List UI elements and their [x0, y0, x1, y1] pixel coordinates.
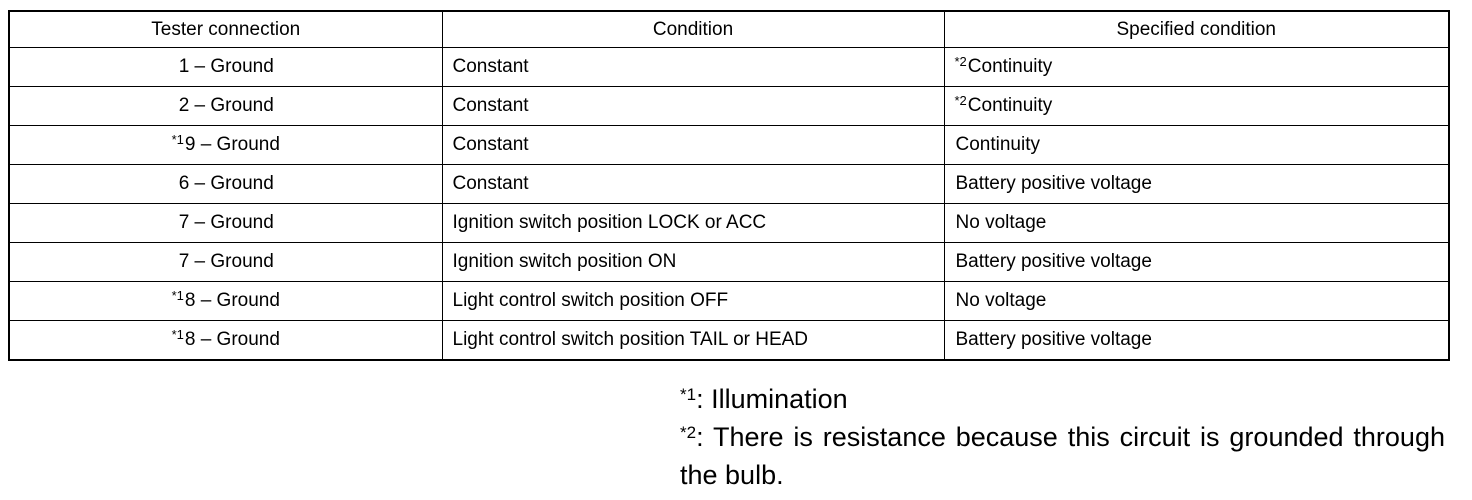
- specified-condition-text: No voltage: [955, 212, 1047, 233]
- table-row: [9, 204, 1449, 243]
- footnote-marker: *2: [680, 423, 697, 442]
- tester-connection-text: 8 – Ground: [184, 329, 280, 350]
- specified-condition-cell: [944, 165, 1449, 204]
- condition-cell: Ignition switch position ON: [442, 243, 944, 282]
- footnote-resistance: [680, 418, 1445, 494]
- footnote-marker: *1: [171, 327, 184, 342]
- table-row: [9, 126, 1449, 165]
- condition-cell: Constant: [442, 165, 944, 204]
- table-row: [9, 243, 1449, 282]
- specified-condition-cell: [944, 48, 1449, 87]
- specified-condition-text: Continuity: [955, 134, 1040, 155]
- specification-table: [8, 10, 1450, 361]
- condition-cell: Constant: [442, 87, 944, 126]
- table-row: [9, 282, 1449, 321]
- tester-connection-cell: [9, 87, 442, 126]
- specified-condition-text: Continuity: [967, 56, 1053, 77]
- footnote-text: : Illumination: [696, 384, 848, 414]
- tester-connection-cell: [9, 243, 442, 282]
- table-row: [9, 87, 1449, 126]
- tester-connection-cell: [9, 204, 442, 243]
- specified-condition-text: Continuity: [967, 95, 1053, 116]
- condition-cell: Ignition switch position LOCK or ACC: [442, 204, 944, 243]
- tester-connection-text: 2 – Ground: [178, 95, 274, 116]
- footnote-illumination: [680, 380, 1445, 418]
- specified-condition-cell: [944, 126, 1449, 165]
- tester-connection-text: 1 – Ground: [178, 56, 274, 77]
- footnote-marker: *1: [171, 288, 184, 303]
- table-header-row: [9, 11, 1449, 48]
- condition-cell: Light control switch position OFF: [442, 282, 944, 321]
- tester-connection-text: 7 – Ground: [178, 212, 274, 233]
- specified-condition-cell: [944, 87, 1449, 126]
- condition-cell: Constant: [442, 126, 944, 165]
- specified-condition-text: Battery positive voltage: [955, 173, 1152, 194]
- tester-connection-cell: [9, 165, 442, 204]
- tester-connection-cell: [9, 321, 442, 361]
- specified-condition-cell: [944, 282, 1449, 321]
- tester-connection-cell: [9, 126, 442, 165]
- footnote-marker: *1: [680, 385, 697, 404]
- tester-connection-cell: [9, 48, 442, 87]
- condition-cell: Constant: [442, 48, 944, 87]
- footnote-marker: *2: [954, 54, 967, 69]
- header-condition: Condition: [442, 11, 944, 48]
- specified-condition-text: Battery positive voltage: [955, 251, 1152, 272]
- footnote-marker: *2: [954, 93, 967, 108]
- specified-condition-cell: [944, 204, 1449, 243]
- specified-condition-cell: [944, 243, 1449, 282]
- footnote-marker: *1: [171, 132, 184, 147]
- table-row: [9, 165, 1449, 204]
- footnotes: [680, 380, 1445, 494]
- header-tester-connection: Tester connection: [9, 11, 442, 48]
- specified-condition-cell: [944, 321, 1449, 361]
- specified-condition-text: No voltage: [955, 290, 1047, 311]
- footnote-text: : There is resistance because this circuit is grounded through the bulb.: [680, 422, 1445, 490]
- tester-connection-cell: [9, 282, 442, 321]
- table-row: [9, 48, 1449, 87]
- table-row: [9, 321, 1449, 361]
- tester-connection-text: 9 – Ground: [184, 134, 280, 155]
- tester-connection-text: 8 – Ground: [184, 290, 280, 311]
- header-specified-condition: Specified condition: [944, 11, 1449, 48]
- tester-connection-text: 7 – Ground: [178, 251, 274, 272]
- specified-condition-text: Battery positive voltage: [955, 329, 1152, 350]
- condition-cell: Light control switch position TAIL or HEAD: [442, 321, 944, 361]
- tester-connection-text: 6 – Ground: [178, 173, 274, 194]
